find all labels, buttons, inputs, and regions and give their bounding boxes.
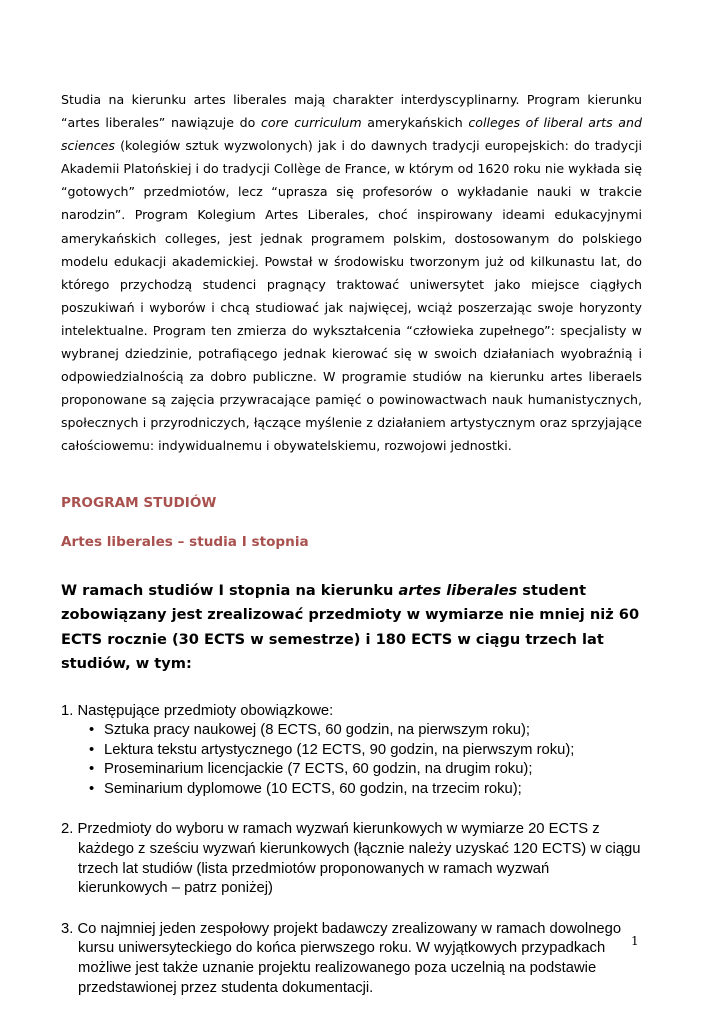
bullet-icon: • (89, 761, 95, 778)
term-core-curriculum: core curriculum (261, 115, 362, 131)
requirement-item-2: 2. Przedmioty do wyboru w ramach wyzwań kierunkowych w wymiarze 20 ECTS z każdego z sześciu wyzwań kierunkowych (łącznie należy uzyskać 120 ECTS) w ciągu trzech lat studiów (lista przedmiotów proponowanych w ramach wyzwań kierunkowych – patrz poniżej) (61, 821, 641, 897)
bullet-icon: • (89, 780, 95, 797)
requirement-item-1: 1. Następujące przedmioty obowiązkowe: • Sztuka pracy naukowej (8 ECTS, 60 godzin, na pierwszym roku); • Lektura tekstu artystycznego (12 ECTS, 90 godzin, na pierwszym roku); • Proseminarium licencjackie (7 ECTS, 60 godzin, na drugim roku); • Seminarium dyplomowe (10 ECTS, 60 godzin, na trzecim roku); (61, 702, 642, 800)
section-heading-program: PROGRAM STUDIÓW (61, 494, 217, 511)
page-number: 1 (631, 934, 639, 948)
subsection-heading-first-degree: Artes liberales – studia I stopnia (61, 533, 309, 550)
intro-paragraph: Studia na kierunku artes liberales mają charakter interdyscyplinarny. Program kierunku “artes liberales” nawiązuje do core curriculum amerykańskich colleges of liberal arts and sciences (kolegiów sztuk wyzwolonych) jak i do dawnych tradycji europejskich: do tradycji Akademii Platońskiej i do tradycji Collège de France, w którym od 1620 roku nie wykłada się “gotowych” przedmiotów, lecz “uprasza się profesorów o wykładanie nauki w trakcie narodzin”. Program Kolegium Artes Liberales, choć inspirowany ideami edukacyjnymi amerykańskich colleges, jest jednak programem polskim, dostosowanym do polskiego modelu edukacji akademickiej. Powstał w środowisku tworzonym już od kilkunastu lat, do którego przychodzą studenci pragnący traktować uniwersytet jako miejsce ciągłych poszukiwań i wyborów i chcą studiować jak najwięcej, wciąż poszerzając swoje horyzonty intelektualne. Program ten zmierza do wykształcenia “człowieka zupełnego”: specjalisty w wybranej dziedzinie, potrafiącego jednak kierować się w swoich działaniach wyobraźnią i odpowiedzialnością za dobro publiczne. W programie studiów na kierunku artes liberaels proponowane są zajęcia przywracające pamięć o powinowactwach nauk humanistycznych, społecznych i przyrodniczych, łączące myślenie z działaniem artystycznym oraz sprzyjające całościowemu: indywidualnemu i obywatelskiemu, rozwojowi jednostki. (61, 92, 642, 454)
requirements-lead: W ramach studiów I stopnia na kierunku artes liberales student zobowiązany jest zrealizować przedmioty w wymiarze nie mniej niż 60 ECTS rocznie (30 ECTS w semestrze) i 180 ECTS w ciągu trzech lat studiów, w tym: (61, 581, 640, 672)
course-item: • Seminarium dyplomowe (10 ECTS, 60 godzin, na trzecim roku); (61, 780, 642, 800)
course-item: • Proseminarium licencjackie (7 ECTS, 60 godzin, na drugim roku); (61, 760, 642, 780)
bullet-icon: • (89, 741, 95, 758)
bullet-icon: • (89, 722, 95, 739)
mandatory-courses-list (61, 721, 642, 799)
document-page (61, 88, 642, 998)
requirement-item-3: 3. Co najmniej jeden zespołowy projekt badawczy zrealizowany w ramach dowolnego kursu uniwersyteckiego do końca pierwszego roku. W wyjątkowych przypadkach możliwe jest także uznanie projektu realizowanego poza uczelnią na podstawie przedstawionej przez studenta dokumentacji. (61, 920, 622, 996)
course-item: • Sztuka pracy naukowej (8 ECTS, 60 godzin, na pierwszym roku); (61, 721, 642, 741)
course-item: • Lektura tekstu artystycznego (12 ECTS, 90 godzin, na pierwszym roku); (61, 741, 642, 761)
requirements-list (61, 702, 642, 999)
term-artes-liberales: artes liberales (398, 581, 518, 599)
term-colleges: colleges of liberal arts and sciences (61, 115, 642, 154)
